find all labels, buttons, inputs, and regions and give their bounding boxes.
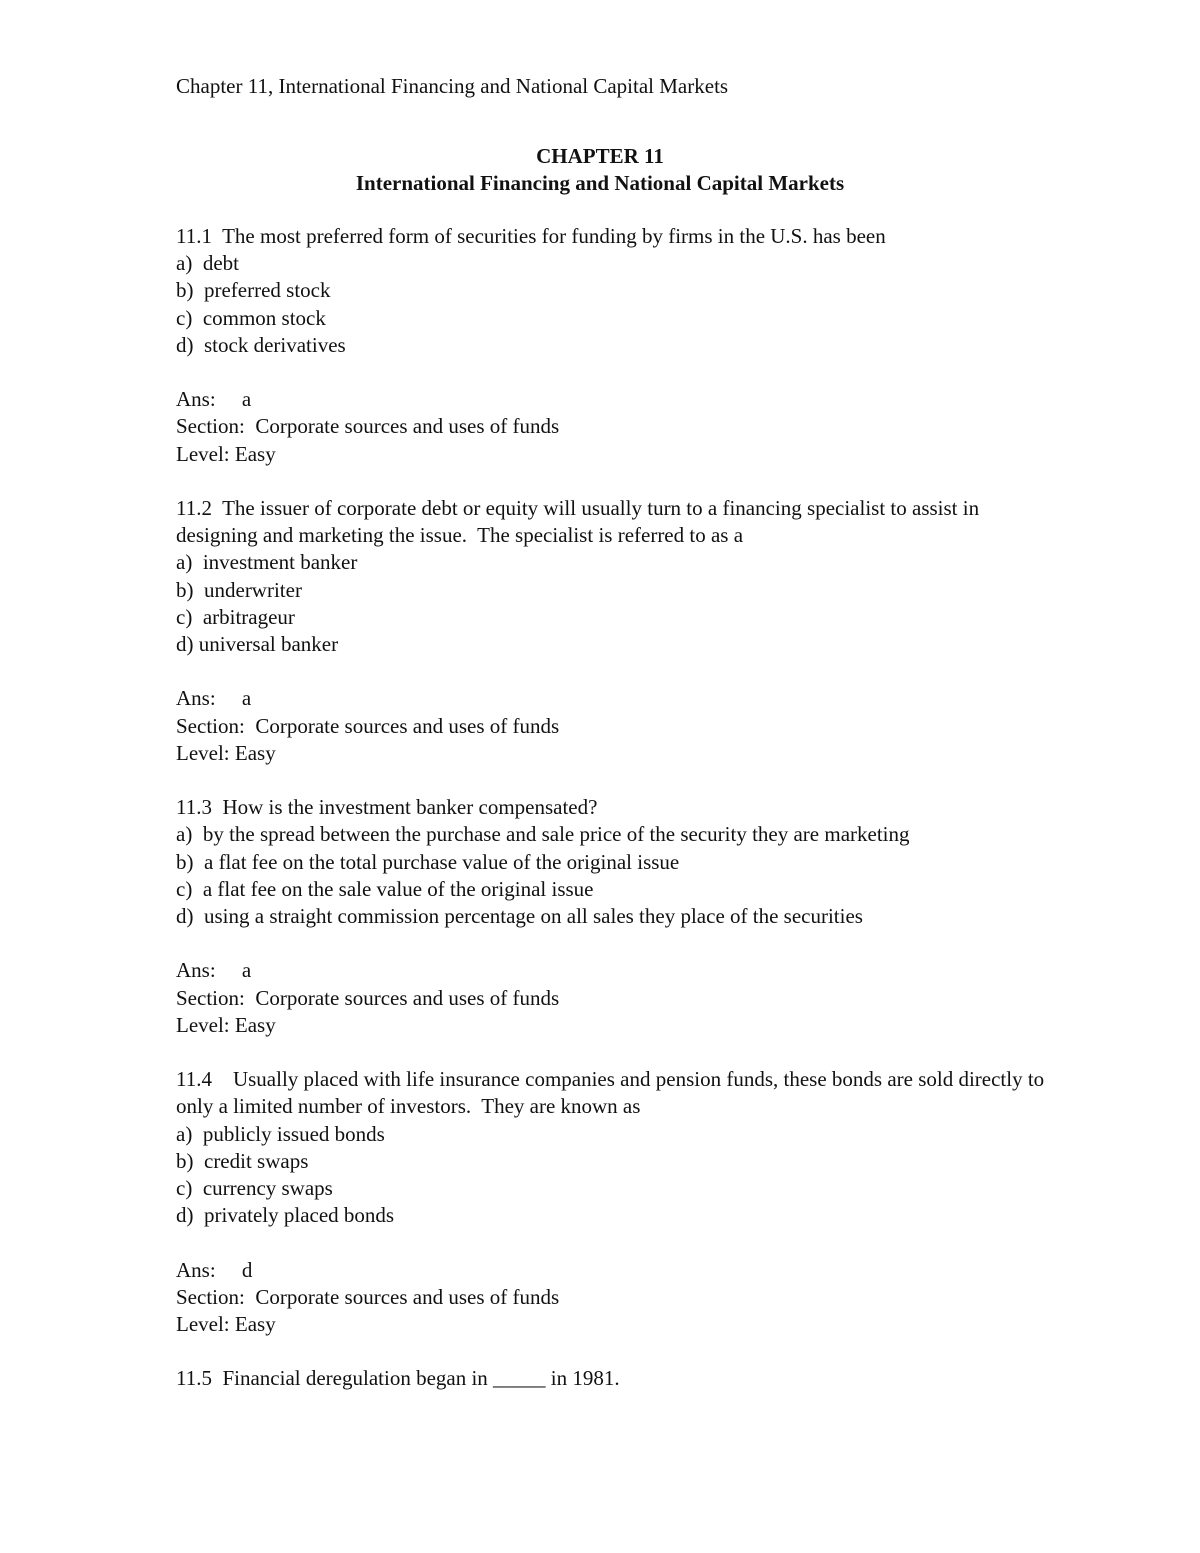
option-c: c) arbitrageur: [176, 604, 295, 629]
option-d: d) universal banker: [176, 632, 339, 657]
question-11-3: [176, 794, 1056, 1039]
chapter-heading: [0, 143, 1200, 197]
option-a: a) investment banker: [176, 550, 358, 575]
answer-block: [176, 386, 1056, 468]
running-header: Chapter 11, International Financing and National Capital Markets: [176, 74, 729, 98]
option-b: b) a flat fee on the total purchase value of the original issue: [176, 849, 680, 874]
level-line: Level: Easy: [176, 1312, 276, 1337]
chapter-number: CHAPTER 11: [536, 144, 664, 168]
option-a: a) debt: [176, 251, 239, 276]
option-d: d) privately placed bonds: [176, 1203, 395, 1228]
answer-line: Ans: a: [176, 387, 252, 412]
question-stem: 11.4 Usually placed with life insurance companies and pension funds, these bonds are sold directly to only a limited number of investors. They are known as: [176, 1067, 1050, 1119]
answer-block: [176, 957, 1056, 1039]
question-stem: 11.2 The issuer of corporate debt or equity will usually turn to a financing specialist to assist in designing and marketing the issue. The specialist is referred to as a: [176, 496, 985, 548]
question-11-4: [176, 1066, 1056, 1338]
question-11-2: [176, 495, 1056, 767]
option-a: a) publicly issued bonds: [176, 1121, 385, 1146]
option-c: c) a flat fee on the sale value of the original issue: [176, 876, 594, 901]
question-stem: 11.5 Financial deregulation began in _____ in 1981.: [176, 1366, 620, 1391]
option-d: d) using a straight commission percentage on all sales they place of the securities: [176, 904, 863, 929]
question-stem: 11.1 The most preferred form of securities for funding by firms in the U.S. has been: [176, 224, 886, 248]
section-line: Section: Corporate sources and uses of funds: [176, 414, 560, 439]
option-c: c) common stock: [176, 305, 326, 330]
section-line: Section: Corporate sources and uses of funds: [176, 1284, 560, 1309]
question-stem: 11.3 How is the investment banker compensated?: [176, 795, 598, 820]
section-line: Section: Corporate sources and uses of funds: [176, 713, 560, 738]
option-c: c) currency swaps: [176, 1176, 333, 1201]
option-list: [176, 549, 1056, 658]
option-b: b) preferred stock: [176, 278, 331, 303]
chapter-title: International Financing and National Capital Markets: [355, 171, 845, 195]
answer-line: Ans: a: [176, 958, 252, 983]
level-line: Level: Easy: [176, 740, 276, 765]
answer-block: [176, 685, 1056, 767]
level-line: Level: Easy: [176, 1012, 276, 1037]
answer-block: [176, 1257, 1056, 1339]
option-list: [176, 1121, 1056, 1230]
option-list: [176, 821, 1056, 930]
section-line: Section: Corporate sources and uses of funds: [176, 985, 560, 1010]
level-line: Level: Easy: [176, 441, 276, 466]
answer-line: Ans: a: [176, 686, 252, 711]
question-list: [176, 223, 1056, 1420]
option-b: b) credit swaps: [176, 1148, 309, 1173]
question-11-1: [176, 223, 1056, 468]
answer-line: Ans: d: [176, 1257, 253, 1282]
question-11-5: [176, 1365, 1056, 1392]
option-b: b) underwriter: [176, 577, 302, 602]
option-d: d) stock derivatives: [176, 332, 346, 357]
option-list: [176, 250, 1056, 359]
option-a: a) by the spread between the purchase and sale price of the security they are marketing: [176, 822, 910, 847]
